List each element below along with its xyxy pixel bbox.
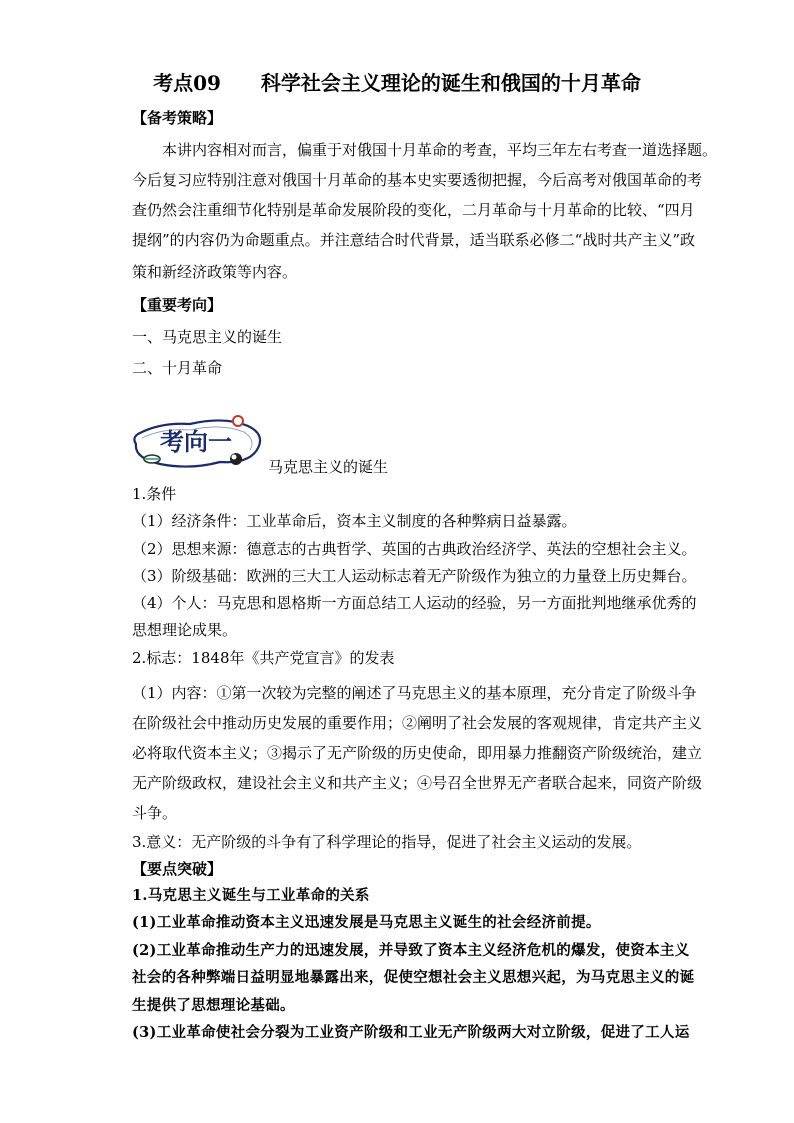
page-title: [0, 70, 794, 96]
breakthrough-line: 社会的各种弊端日益明显地暴露出来，促使空想社会主义思想兴起，为马克思主义的诞: [132, 969, 695, 986]
content-line: （1）内容：①第一次较为完整的阐述了马克思主义的基本原理，充分肯定了阶级斗争: [132, 684, 697, 702]
badge-graphic: [130, 412, 270, 474]
badge-text: 考向一: [160, 427, 232, 456]
strategy-line: 提纲”的内容仍为命题重点。并注意结合时代背景，适当联系必修二“战时共产主义”政: [132, 231, 696, 249]
condition-item: （2）思想来源：德意志的古典哲学、英国的古典政治经济学、英法的空想社会主义。: [132, 540, 697, 558]
content-line: 斗争。: [132, 804, 178, 822]
breakthrough-line: 生提供了思想理论基础。: [132, 997, 295, 1014]
conditions-title: 1.条件: [132, 485, 177, 503]
condition-item: （3）阶级基础：欧洲的三大工人运动标志着无产阶级作为独立的力量登上历史舞台。: [132, 567, 697, 585]
badge-subtitle: 马克思主义的诞生: [268, 458, 389, 476]
section-heading-strategy: 【备考策略】: [132, 109, 223, 127]
condition-item: （1）经济条件：工业革命后，资本主义制度的各种弊病日益暴露。: [132, 512, 577, 530]
breakthrough-line: (3)工业革命使社会分裂为工业资产阶级和工业无产阶级两大对立阶级，促进了工人运: [132, 1024, 690, 1041]
strategy-line: 查仍然会注重细节化特别是革命发展阶段的变化，二月革命与十月革命的比较、“四月: [132, 201, 695, 219]
direction-item: 一、马克思主义的诞生: [132, 328, 283, 346]
section-heading-breakthrough: 【要点突破】: [132, 860, 223, 878]
breakthrough-line: (2)工业革命推动生产力的迅速发展，并导致了资本主义经济危机的爆发，使资本主义: [132, 942, 690, 959]
content-line: 必将取代资本主义；③揭示了无产阶级的历史使命，即用暴力推翻资产阶级统治，建立: [132, 744, 703, 762]
section-heading-directions: 【重要考向】: [132, 296, 223, 314]
strategy-line: 本讲内容相对而言，偏重于对俄国十月革命的考查，平均三年左右考查一道选择题。: [162, 141, 718, 159]
direction-item: 二、十月革命: [132, 359, 223, 377]
breakthrough-line: (1)工业革命推动资本主义迅速发展是马克思主义诞生的社会经济前提。: [132, 914, 601, 931]
content-line: 无产阶级政权，建设社会主义和共产主义；④号召全世界无产者联合起来，同资产阶级: [132, 774, 703, 792]
strategy-line: 策和新经济政策等内容。: [132, 263, 298, 281]
condition-item: 思想理论成果。: [132, 621, 238, 639]
strategy-line: 今后复习应特别注意对俄国十月革命的基本史实要透彻把握，今后高考对俄国革命的考: [132, 171, 703, 189]
title-text: 科学社会主义理论的诞生和俄国的十月革命: [260, 71, 641, 95]
meaning-line: 3.意义：无产阶级的斗争有了科学理论的指导，促进了社会主义运动的发展。: [132, 833, 642, 851]
condition-item: （4）个人：马克思和恩格斯一方面总结工人运动的经验，另一方面批判地继承优秀的: [132, 594, 697, 612]
content-line: 在阶级社会中推动历史发展的重要作用；②阐明了社会发展的客观规律，肯定共产主义: [132, 714, 703, 732]
breakthrough-line: 1.马克思主义诞生与工业革命的关系: [132, 887, 370, 904]
mark-title: 2.标志：1848年《共产党宣言》的发表: [132, 649, 395, 667]
title-code: 考点09: [153, 71, 221, 95]
topic-badge: [130, 412, 270, 474]
